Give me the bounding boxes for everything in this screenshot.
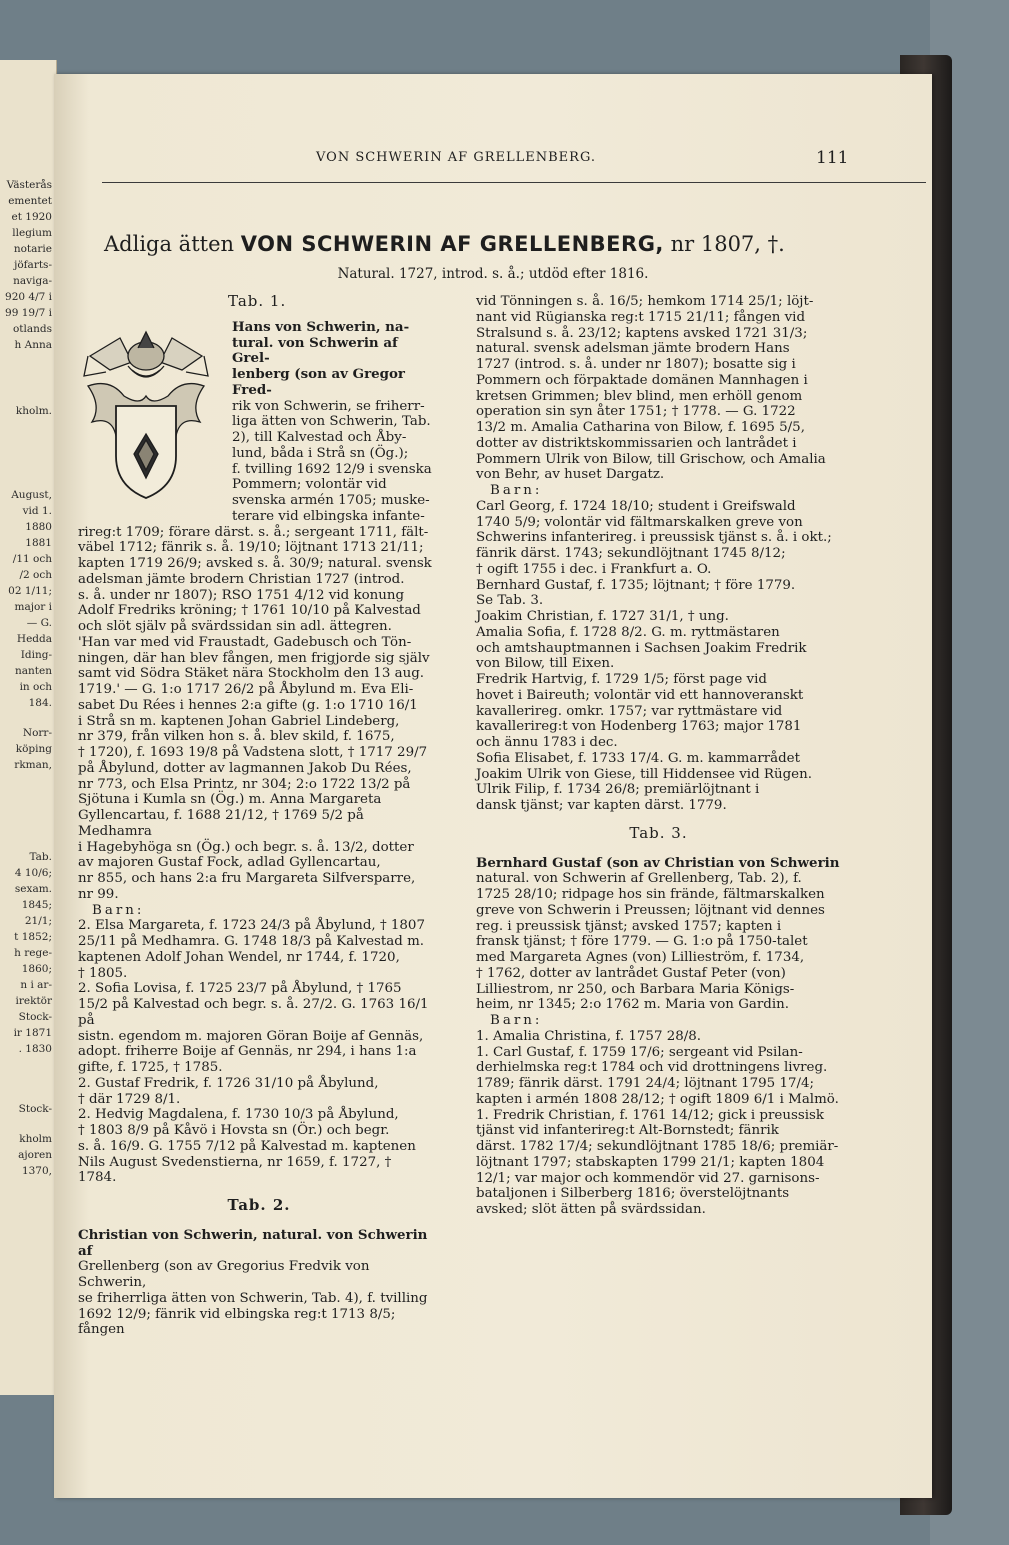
margin-fragment: jöfarts- bbox=[14, 259, 52, 271]
margin-fragment: vid 1. bbox=[22, 505, 52, 517]
running-head: VON SCHWERIN AF GRELLENBERG. bbox=[316, 150, 597, 165]
text-line: nr 855, och hans 2:a fru Margareta Silfversparre, bbox=[78, 871, 416, 886]
text-line: 1725 28/10; ridpage hos sin frände, fältmarskalken bbox=[476, 887, 825, 902]
text-line: 2), till Kalvestad och Åby- bbox=[232, 430, 407, 445]
title-prefix: Adliga ätten bbox=[104, 232, 235, 256]
text-line: Joakim Christian, f. 1727 31/1, † ung. bbox=[476, 609, 729, 624]
text-line: 1. Amalia Christina, f. 1757 28/8. bbox=[476, 1028, 702, 1044]
text-line: kaptenen Adolf Johan Wendel, nr 1744, f. 1720, bbox=[78, 949, 400, 965]
text-line: Carl Georg, f. 1724 18/10; student i Greifswald bbox=[476, 498, 796, 514]
text-line: 1789; fänrik därst. 1791 24/4; löjtnant 1795 17/4; bbox=[476, 1076, 815, 1091]
margin-fragment: ajoren bbox=[18, 1149, 52, 1161]
text-line: rik von Schwerin, se friherr- bbox=[232, 398, 425, 414]
text-line: Sofia Elisabet, f. 1733 17/4. G. m. kammarrådet bbox=[476, 750, 800, 766]
text-line: f. tvilling 1692 12/9 i svenska bbox=[232, 461, 432, 477]
children-heading: Barn: bbox=[490, 483, 543, 498]
text-line: Christian von Schwerin, natural. von Schwerin af bbox=[78, 1226, 428, 1259]
tab-heading: Tab. 2. bbox=[227, 1196, 291, 1214]
text-line: 2. Hedvig Magdalena, f. 1730 10/3 på Åbylund, bbox=[78, 1107, 399, 1123]
text-line: samt vid Södra Stäket nära Stockholm den 13 aug. bbox=[78, 666, 425, 682]
text-line: 2. Sofia Lovisa, f. 1725 23/7 på Åbylund, † 1765 bbox=[78, 981, 402, 997]
text-line: natural. svensk adelsman jämte brodern Hans bbox=[476, 341, 790, 357]
margin-fragment: t 1852; bbox=[14, 931, 52, 943]
text-line: Se Tab. 3. bbox=[476, 593, 544, 609]
text-line: 15/2 på Kalvestad och begr. s. å. 27/2. G. 1763 16/1 på bbox=[78, 997, 429, 1028]
text-line: terare vid elbingska infante- bbox=[232, 508, 425, 524]
book-page bbox=[54, 74, 932, 1498]
margin-fragment: 1370, bbox=[21, 1165, 52, 1177]
text-line: bataljonen i Silberberg 1816; överstelöjtnants bbox=[476, 1186, 790, 1202]
text-line: 1784. bbox=[78, 1170, 117, 1186]
text-line: greve von Schwerin i Preussen; löjtnant vid dennes bbox=[476, 902, 825, 918]
margin-fragment: nanten bbox=[15, 665, 52, 677]
text-line: Grellenberg (son av Gregorius Fredvik von Schwerin, bbox=[78, 1259, 370, 1290]
margin-fragment: 4 10/6; bbox=[14, 867, 52, 879]
margin-fragment: naviga- bbox=[13, 275, 52, 287]
text-line: och slöt själv på svärdssidan sin adl. ättegren. bbox=[78, 619, 392, 634]
text-line: gifte, f. 1725, † 1785. bbox=[78, 1060, 223, 1075]
margin-fragment: Iding- bbox=[20, 649, 52, 661]
margin-fragment: notarie bbox=[13, 243, 52, 255]
margin-fragment: h Anna bbox=[14, 339, 52, 351]
text-line: Lilliestrom, nr 250, och Barbara Maria Königs- bbox=[476, 981, 795, 997]
text-line: † 1720), f. 1693 19/8 på Vadstena slott, † 1717 29/7 bbox=[78, 745, 428, 760]
margin-fragment: otlands bbox=[12, 323, 52, 335]
page-number: 111 bbox=[816, 148, 849, 168]
margin-fragment: h rege- bbox=[14, 947, 52, 959]
text-line: 12/1; var major och kommendör vid 27. garnisons- bbox=[476, 1170, 820, 1186]
text-line: natural. von Schwerin af Grellenberg, Tab. 2), f. bbox=[476, 871, 802, 887]
text-line: liga ätten von Schwerin, Tab. bbox=[232, 414, 431, 430]
text-line: 1692 12/9; fänrik vid elbingska reg:t 1713 8/5; fången bbox=[78, 1306, 396, 1338]
children-heading: Barn: bbox=[490, 1013, 543, 1028]
text-line: Sjötuna i Kumla sn (Ög.) m. Anna Margareta bbox=[78, 792, 382, 808]
margin-fragment: 02 1/11; bbox=[8, 585, 52, 597]
text-line: nr 99. bbox=[78, 886, 119, 902]
text-line: i Hagebyhöga sn (Ög.) och begr. s. å. 13/2, dotter bbox=[78, 839, 414, 855]
text-line: Gyllencartau, f. 1688 21/12, † 1769 5/2 på Medhamra bbox=[78, 808, 364, 839]
margin-fragment: 1881 bbox=[25, 537, 52, 549]
margin-fragment: . 1830 bbox=[18, 1043, 52, 1055]
text-line: tural. von Schwerin af Grel- bbox=[232, 334, 398, 367]
text-line: von Behr, av huset Dargatz. bbox=[476, 467, 665, 483]
text-line: Pommern; volontär vid bbox=[232, 477, 387, 493]
text-line: Ulrik Filip, f. 1734 26/8; premiärlöjtnant i bbox=[476, 782, 760, 798]
margin-fragment: Norr- bbox=[22, 727, 52, 739]
tab-heading: Tab. 1. bbox=[228, 292, 287, 310]
text-line: avsked; slöt ätten på svärdssidan. bbox=[476, 1202, 706, 1217]
text-line: Stralsund s. å. 23/12; kaptens avsked 1721 31/3; bbox=[476, 325, 808, 341]
margin-fragment: Västerås bbox=[6, 179, 52, 191]
text-line: Nils August Svedenstierna, nr 1659, f. 1727, † bbox=[78, 1154, 392, 1170]
text-line: † ogift 1755 i dec. i Frankfurt a. O. bbox=[476, 561, 712, 577]
margin-fragment: 1880 bbox=[25, 521, 52, 533]
text-line: heim, nr 1345; 2:o 1762 m. Maria von Gardin. bbox=[476, 997, 790, 1013]
margin-fragment: 1845; bbox=[21, 899, 52, 911]
text-line: Bernhard Gustaf, f. 1735; löjtnant; † före 1779. bbox=[476, 577, 796, 593]
margin-fragment: kholm. bbox=[15, 405, 52, 417]
text-line: nant vid Rügianska reg:t 1715 21/11; fången vid bbox=[476, 309, 806, 325]
children-heading: Barn: bbox=[92, 902, 145, 918]
facing-page-margin bbox=[0, 60, 57, 1395]
text-line: Pommern Ulrik von Bilow, till Grischow, och Amalia bbox=[476, 451, 826, 467]
margin-fragment: major i bbox=[14, 601, 52, 613]
text-line: 2. Elsa Margareta, f. 1723 24/3 på Åbylund, † 1807 bbox=[78, 918, 425, 934]
text-line: Hans von Schwerin, na- bbox=[232, 318, 410, 335]
text-line: Adolf Fredriks kröning; † 1761 10/10 på Kalvestad bbox=[78, 603, 421, 619]
text-line: 2. Gustaf Fredrik, f. 1726 31/10 på Åbylund, bbox=[78, 1075, 379, 1091]
text-line: Bernhard Gustaf (son av Christian von Schwerin bbox=[476, 854, 840, 871]
text-line: 25/11 på Medhamra. G. 1748 18/3 på Kalvestad m. bbox=[78, 934, 425, 949]
margin-fragment: 21/1; bbox=[24, 915, 52, 927]
margin-fragment: ementet bbox=[8, 195, 52, 207]
text-line: dotter av distriktskommissarien och lantrådet i bbox=[476, 435, 797, 451]
text-line: derhielmska reg:t 1784 och vid drottningens livreg. bbox=[476, 1060, 828, 1076]
margin-fragment: et 1920 bbox=[11, 211, 52, 223]
text-line: löjtnant 1797; stabskapten 1799 21/1; kapten 1804 bbox=[476, 1154, 825, 1170]
margin-fragment: Stock- bbox=[18, 1103, 52, 1115]
margin-fragment: Tab. bbox=[29, 851, 52, 863]
margin-fragment: ir 1871 bbox=[13, 1027, 52, 1039]
text-line: väbel 1712; fänrik s. å. 19/10; löjtnant 1713 21/11; bbox=[78, 540, 424, 556]
margin-fragment: /2 och bbox=[19, 569, 52, 581]
text-line: Joakim Ulrik von Giese, till Hiddensee vid Rügen. bbox=[476, 766, 812, 782]
text-line: nr 379, från vilken hon s. å. blev skild, f. 1675, bbox=[78, 729, 395, 745]
text-line: kavallerireg. omkr. 1757; var ryttmästare vid bbox=[476, 703, 783, 719]
subtitle: Natural. 1727, introd. s. å.; utdöd efter 1816. bbox=[337, 266, 649, 282]
text-line: 1727 (introd. s. å. under nr 1807); bosatte sig i bbox=[476, 357, 796, 372]
text-line: vid Tönningen s. å. 16/5; hemkom 1714 25/1; löjt- bbox=[476, 294, 814, 309]
text-line: von Bilow, till Eixen. bbox=[476, 656, 615, 672]
text-line: ningen, där han blev fången, men frigjorde sig själv bbox=[78, 650, 430, 666]
text-line: på Åbylund, dotter av lagmannen Jakob Du Rées, bbox=[78, 760, 412, 776]
margin-fragment: köping bbox=[15, 743, 52, 755]
text-line: † 1805. bbox=[78, 965, 128, 981]
text-line: med Margareta Agnes (von) Lillieström, f. 1734, bbox=[476, 950, 805, 965]
text-line: sistn. egendom m. majoren Göran Boije af Gennäs, bbox=[78, 1028, 424, 1044]
text-line: fransk tjänst; † före 1779. — G. 1:o på 1750-talet bbox=[476, 934, 808, 950]
text-line: nr 773, och Elsa Printz, nr 304; 2:o 1722 13/2 på bbox=[78, 776, 411, 792]
text-line: kavallerireg:t von Hodenberg 1763; major 1781 bbox=[476, 719, 802, 735]
margin-fragment: — G. bbox=[26, 617, 52, 629]
text-line: 1. Carl Gustaf, f. 1759 17/6; sergeant vid Psilan- bbox=[476, 1044, 803, 1060]
margin-fragment: 920 4/7 i bbox=[5, 291, 52, 303]
right-column bbox=[476, 294, 841, 1218]
text-line: s. å. 16/9. G. 1755 7/12 på Kalvestad m. kaptenen bbox=[78, 1138, 416, 1154]
title-suffix: nr 1807, †. bbox=[670, 232, 785, 256]
margin-fragment: 1860; bbox=[21, 963, 52, 975]
left-column bbox=[78, 294, 440, 1338]
text-line: Amalia Sofia, f. 1728 8/2. G. m. ryttmästaren bbox=[476, 624, 780, 640]
margin-fragment: August, bbox=[11, 489, 52, 501]
text-line: i Strå sn m. kaptenen Johan Gabriel Lindeberg, bbox=[78, 713, 400, 729]
text-line: lenberg (son av Gregor Fred- bbox=[232, 366, 405, 398]
text-line: † 1803 8/9 på Kåvö i Hovsta sn (Ör.) och begr. bbox=[78, 1123, 390, 1138]
text-line: Pommern och förpaktade domänen Mannhagen i bbox=[476, 372, 808, 388]
page-title bbox=[104, 232, 785, 256]
text-line: 1. Fredrik Christian, f. 1761 14/12; gick i preussisk bbox=[476, 1107, 824, 1123]
text-line: † där 1729 8/1. bbox=[78, 1091, 181, 1107]
text-line: † 1762, dotter av lantrådet Gustaf Peter (von) bbox=[476, 965, 786, 981]
text-line: av majoren Gustaf Fock, adlad Gyllencartau, bbox=[78, 855, 381, 871]
margin-fragment: kholm bbox=[19, 1133, 52, 1145]
text-line: reg. i preussisk tjänst; avsked 1757; kapten i bbox=[476, 918, 782, 934]
text-line: Schwerins infanterireg. i preussisk tjänst s. å. i okt.; bbox=[476, 530, 832, 546]
text-line: kapten 1719 26/9; avsked s. å. 30/9; natural. svensk bbox=[78, 556, 432, 571]
text-line: svenska armén 1705; muske- bbox=[232, 493, 430, 508]
text-line: dansk tjänst; var kapten därst. 1779. bbox=[476, 798, 727, 813]
text-line: tjänst vid infanterireg:t Alt-Bornstedt; fänrik bbox=[476, 1123, 779, 1139]
text-line: 1719.' — G. 1:o 1717 26/2 på Åbylund m. Eva Eli- bbox=[78, 682, 414, 697]
text-line: operation sin syn åter 1751; † 1778. — G. 1722 bbox=[476, 404, 796, 420]
text-line: kapten i armén 1808 28/12; † ogift 1809 6/1 i Malmö. bbox=[476, 1091, 839, 1107]
text-line: s. å. under nr 1807); RSO 1751 4/12 vid konung bbox=[78, 587, 405, 603]
text-line: rireg:t 1709; förare därst. s. å.; sergeant 1711, fält- bbox=[78, 524, 429, 540]
margin-fragment: 184. bbox=[28, 697, 52, 709]
text-line: därst. 1782 17/4; sekundlöjtnant 1785 18/6; premiär- bbox=[476, 1139, 839, 1154]
text-line: se friherrliga ätten von Schwerin, Tab. 4), f. tvilling bbox=[78, 1290, 428, 1306]
tab-heading: Tab. 3. bbox=[629, 823, 688, 842]
text-line: Fredrik Hartvig, f. 1729 1/5; först page vid bbox=[476, 672, 767, 687]
margin-fragment: llegium bbox=[12, 227, 52, 239]
margin-fragment: in och bbox=[19, 681, 52, 693]
text-line: sabet Du Rées i hennes 2:a gifte (g. 1:o 1710 16/1 bbox=[78, 697, 418, 713]
margin-fragment: sexam. bbox=[14, 883, 52, 895]
margin-fragment: irektör bbox=[15, 995, 52, 1007]
text-line: adopt. friherre Boije af Gennäs, nr 294, i hans 1:a bbox=[78, 1044, 417, 1060]
text-line: lund, båda i Strå sn (Ög.); bbox=[232, 445, 409, 461]
margin-fragment: Hedda bbox=[16, 633, 52, 645]
margin-fragment: /11 och bbox=[12, 553, 52, 565]
text-line: 13/2 m. Amalia Catharina von Bilow, f. 1695 5/5, bbox=[476, 420, 805, 435]
text-line: 1740 5/9; volontär vid fältmarskalken greve von bbox=[476, 514, 803, 530]
margin-fragment: 99 19/7 i bbox=[5, 307, 52, 319]
margin-fragment: n i ar- bbox=[20, 979, 52, 991]
family-name: VON SCHWERIN AF GRELLENBERG, bbox=[240, 232, 664, 256]
text-line: 'Han var med vid Fraustadt, Gadebusch och Tön- bbox=[78, 634, 412, 650]
header-rule bbox=[102, 182, 926, 183]
margin-fragment: rkman, bbox=[14, 759, 52, 771]
text-line: hovet i Baireuth; volontär vid ett hannoveranskt bbox=[476, 687, 804, 703]
text-line: och ännu 1783 i dec. bbox=[476, 735, 618, 750]
margin-fragment: Stock- bbox=[18, 1011, 52, 1023]
text-line: och amtshauptmannen i Sachsen Joakim Fredrik bbox=[476, 640, 807, 656]
text-line: fänrik därst. 1743; sekundlöjtnant 1745 8/12; bbox=[476, 546, 786, 561]
text-line: adelsman jämte brodern Christian 1727 (introd. bbox=[78, 571, 405, 587]
text-line: kretsen Grimmen; blev blind, men erhöll genom bbox=[476, 388, 803, 404]
